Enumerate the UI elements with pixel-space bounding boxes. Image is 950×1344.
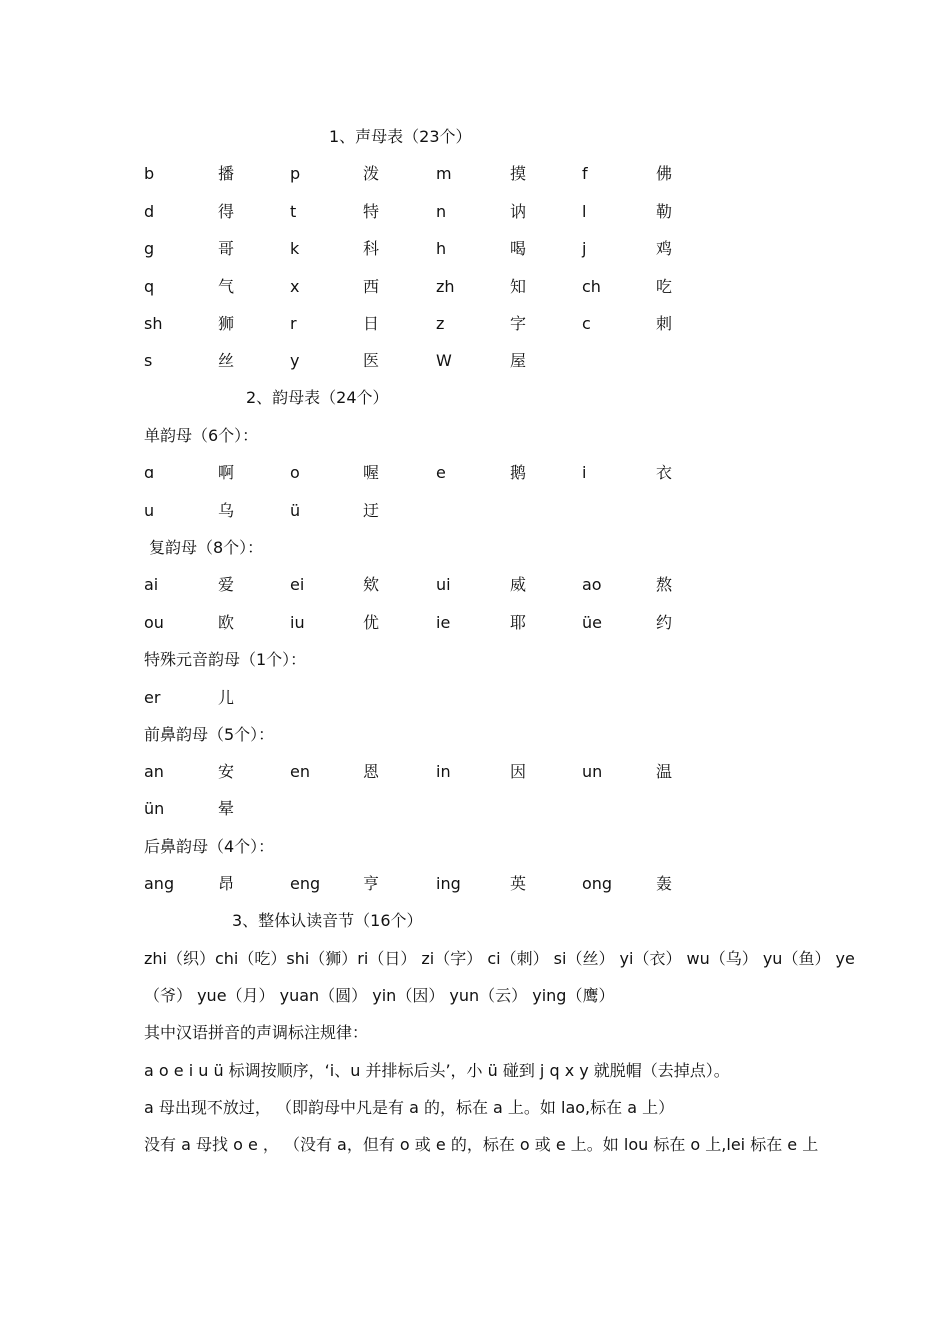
rule-3-line — [0, 1126, 950, 1163]
pinyin-cell: m — [436, 164, 452, 183]
pinyin-cell: in — [436, 762, 451, 781]
pinyin-cell: zh — [436, 277, 455, 296]
example-char-cell: 勒 — [656, 202, 673, 221]
example-char-cell: 儿 — [218, 688, 235, 707]
example-char-cell: 知 — [510, 277, 527, 296]
table-row — [0, 790, 950, 827]
pinyin-cell: d — [144, 202, 155, 221]
whole-syllables-text-1: zhi（织）chi（吃）shi（狮）ri（日） zi（字） ci（刺） si（丝） yi（衣） wu（乌） yu（鱼） ye — [144, 949, 855, 968]
example-char-cell: 摸 — [510, 164, 527, 183]
whole-heading-line — [0, 902, 950, 939]
special-finals-label: 特殊元音韵母（1个）： — [144, 650, 307, 669]
table-row — [0, 193, 950, 230]
pinyin-cell: q — [144, 277, 155, 296]
pinyin-cell: W — [436, 351, 452, 370]
example-char-cell: 科 — [363, 239, 380, 258]
table-row — [0, 566, 950, 603]
rule-1-line — [0, 1052, 950, 1089]
pinyin-cell: k — [290, 239, 300, 258]
pinyin-cell: an — [144, 762, 164, 781]
pinyin-cell: i — [582, 463, 587, 482]
example-char-cell: 播 — [218, 164, 235, 183]
example-char-cell: 得 — [218, 202, 235, 221]
example-char-cell: 佛 — [656, 164, 673, 183]
compound-finals-label: 复韵母（8个）： — [149, 538, 264, 557]
example-char-cell: 刺 — [656, 314, 673, 333]
example-char-cell: 丝 — [218, 351, 235, 370]
rules-intro-line — [0, 1014, 950, 1051]
pinyin-cell: ong — [582, 874, 613, 893]
front-nasal-label: 前鼻韵母（5个）： — [144, 725, 275, 744]
pinyin-cell: ie — [436, 613, 451, 632]
pinyin-cell: un — [582, 762, 603, 781]
pinyin-cell: sh — [144, 314, 163, 333]
pinyin-cell: c — [582, 314, 591, 333]
pinyin-cell: iu — [290, 613, 305, 632]
example-char-cell: 气 — [218, 277, 235, 296]
initials-heading: 1、声母表（23个） — [329, 127, 472, 146]
pinyin-cell: l — [582, 202, 587, 221]
example-char-cell: 威 — [510, 575, 527, 594]
pinyin-cell: u — [144, 501, 155, 520]
pinyin-cell: f — [582, 164, 588, 183]
whole-syllables-line-2 — [0, 977, 950, 1014]
example-char-cell: 熬 — [656, 575, 673, 594]
rule-1: a o e i u ü 标调按顺序，‘i、u 并排标后头’，小 ü 碰到 j q x y 就脱帽（去掉点）。 — [144, 1061, 730, 1080]
table-row — [0, 342, 950, 379]
example-char-cell: 欸 — [363, 575, 380, 594]
example-char-cell: 约 — [656, 613, 673, 632]
rules-intro: 其中汉语拼音的声调标注规律： — [144, 1023, 369, 1042]
pinyin-cell: ei — [290, 575, 305, 594]
pinyin-cell: ing — [436, 874, 461, 893]
example-char-cell: 喝 — [510, 239, 527, 258]
whole-heading: 3、整体认读音节（16个） — [232, 911, 423, 930]
finals-heading: 2、韵母表（24个） — [246, 388, 389, 407]
whole-syllables-line-1 — [0, 940, 950, 977]
simple-finals-label-line — [0, 417, 950, 454]
pinyin-cell: s — [144, 351, 153, 370]
pinyin-cell: üe — [582, 613, 602, 632]
example-char-cell: 泼 — [363, 164, 380, 183]
pinyin-cell: t — [290, 202, 297, 221]
table-row — [0, 454, 950, 491]
example-char-cell: 狮 — [218, 314, 235, 333]
pinyin-cell: p — [290, 164, 301, 183]
rule-2-line — [0, 1089, 950, 1126]
back-nasal-label-line — [0, 828, 950, 865]
example-char-cell: 哥 — [218, 239, 235, 258]
example-char-cell: 字 — [510, 314, 527, 333]
rule-3: 没有 a 母找 o e ， （没有 a，但有 o 或 e 的，标在 o 或 e 上。如 lou 标在 o 上,lei 标在 e 上 — [144, 1135, 819, 1154]
example-char-cell: 亨 — [363, 874, 380, 893]
front-nasal-label-line — [0, 716, 950, 753]
pinyin-cell: x — [290, 277, 300, 296]
pinyin-cell: z — [436, 314, 445, 333]
example-char-cell: 衣 — [656, 463, 673, 482]
example-char-cell: 欧 — [218, 613, 235, 632]
pinyin-cell: b — [144, 164, 155, 183]
whole-syllables-text-2: （爷） yue（月） yuan（圆） yin（因） yun（云） ying（鹰） — [144, 986, 615, 1005]
example-char-cell: 安 — [218, 762, 235, 781]
pinyin-cell: ɑ — [144, 463, 155, 482]
example-char-cell: 医 — [363, 351, 380, 370]
example-char-cell: 迂 — [363, 501, 380, 520]
table-row — [0, 679, 950, 716]
example-char-cell: 讷 — [510, 202, 527, 221]
pinyin-cell: e — [436, 463, 446, 482]
table-row — [0, 753, 950, 790]
compound-finals-label-line — [0, 529, 950, 566]
example-char-cell: 乌 — [218, 501, 235, 520]
example-char-cell: 屋 — [510, 351, 527, 370]
example-char-cell: 晕 — [218, 799, 235, 818]
table-row — [0, 305, 950, 342]
example-char-cell: 恩 — [363, 762, 380, 781]
pinyin-cell: ui — [436, 575, 451, 594]
initials-heading-line — [0, 118, 950, 155]
example-char-cell: 温 — [656, 762, 673, 781]
example-char-cell: 啊 — [218, 463, 235, 482]
pinyin-cell: n — [436, 202, 447, 221]
back-nasal-label: 后鼻韵母（4个）： — [144, 837, 275, 856]
example-char-cell: 西 — [363, 277, 380, 296]
example-char-cell: 吃 — [656, 277, 673, 296]
pinyin-cell: ao — [582, 575, 602, 594]
pinyin-cell: eng — [290, 874, 321, 893]
finals-heading-line — [0, 379, 950, 416]
example-char-cell: 喔 — [363, 463, 380, 482]
table-row — [0, 492, 950, 529]
example-char-cell: 日 — [363, 314, 380, 333]
pinyin-cell: ü — [290, 501, 301, 520]
pinyin-cell: ou — [144, 613, 164, 632]
example-char-cell: 昂 — [218, 874, 235, 893]
pinyin-cell: ch — [582, 277, 601, 296]
example-char-cell: 鸡 — [656, 239, 673, 258]
pinyin-cell: er — [144, 688, 161, 707]
simple-finals-label: 单韵母（6个）： — [144, 426, 259, 445]
example-char-cell: 优 — [363, 613, 380, 632]
example-char-cell: 轰 — [656, 874, 673, 893]
table-row — [0, 155, 950, 192]
example-char-cell: 耶 — [510, 613, 527, 632]
example-char-cell: 因 — [510, 762, 527, 781]
example-char-cell: 特 — [363, 202, 380, 221]
special-finals-label-line — [0, 641, 950, 678]
pinyin-cell: h — [436, 239, 447, 258]
rule-2: a 母出现不放过， （即韵母中凡是有 a 的，标在 a 上。如 lao,标在 a 上） — [144, 1098, 675, 1117]
pinyin-cell: g — [144, 239, 155, 258]
pinyin-cell: y — [290, 351, 300, 370]
pinyin-cell: ang — [144, 874, 175, 893]
pinyin-cell: ün — [144, 799, 165, 818]
example-char-cell: 爱 — [218, 575, 235, 594]
table-row — [0, 268, 950, 305]
pinyin-cell: j — [582, 239, 587, 258]
example-char-cell: 英 — [510, 874, 527, 893]
table-row — [0, 230, 950, 267]
table-row — [0, 865, 950, 902]
pinyin-cell: en — [290, 762, 310, 781]
pinyin-cell: ai — [144, 575, 159, 594]
example-char-cell: 鹅 — [510, 463, 527, 482]
pinyin-cell: r — [290, 314, 297, 333]
table-row — [0, 604, 950, 641]
pinyin-cell: o — [290, 463, 300, 482]
